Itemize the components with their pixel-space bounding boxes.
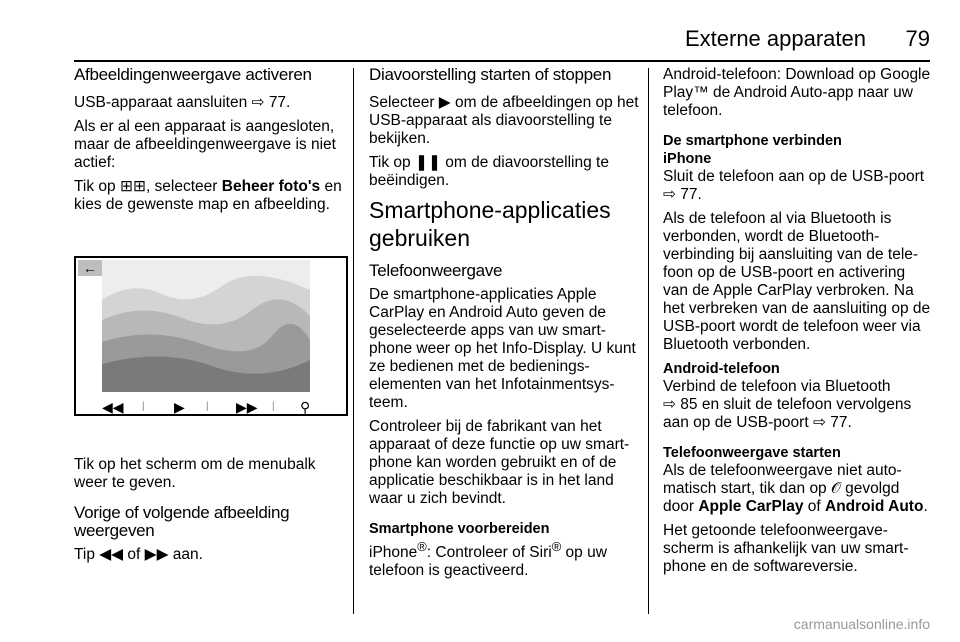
paragraph: Sluit de telefoon aan op de USB-poort ⇨ 77. bbox=[663, 168, 925, 203]
paragraph: Controleer bij de fabrikant van het apparaat of deze functie op uw smart-phone kan worden gebruikt en of de applicatie beschikbaar is in het land waar u zich bevindt. bbox=[369, 418, 630, 507]
pause-icon: ❚❚ bbox=[414, 154, 441, 171]
display-illustration bbox=[74, 256, 348, 416]
label-android: Android-telefoon bbox=[663, 361, 780, 377]
paragraph: Tik op het scherm om de menubalk weer te geven. bbox=[74, 456, 316, 491]
header-title: Externe apparaten bbox=[684, 26, 866, 51]
label-iphone: iPhone bbox=[663, 151, 712, 167]
watermark: carmanualsonline.info bbox=[793, 616, 930, 632]
column-3 bbox=[663, 66, 933, 582]
rewind-icon: ◀◀ bbox=[99, 546, 124, 563]
mountain-photo bbox=[102, 260, 310, 392]
forward-icon: ▶▶ bbox=[144, 546, 169, 563]
page-ref-icon: ⇨ bbox=[663, 396, 681, 413]
label-prepare: Smartphone voorbereiden bbox=[369, 521, 550, 537]
page-ref-icon: ⇨ bbox=[812, 414, 831, 431]
paragraph: Verbind de telefoon via Bluetooth ⇨ 85 en sluit de telefoon vervolgens aan op de USB-poort ⇨ 77. bbox=[663, 378, 912, 431]
rewind-icon: ◀◀ bbox=[102, 399, 124, 415]
menu-bar: ◀◀ | ▶ | ▶▶ | ⚲ bbox=[102, 399, 311, 415]
heading-activate: Afbeeldingenweergave activeren bbox=[74, 65, 312, 84]
section-title: Smartphone-applicaties gebruiken bbox=[369, 197, 611, 251]
zoom-icon: ⚲ bbox=[300, 399, 311, 415]
paragraph: Selecteer ▶ om de afbeeldingen op het USB-apparaat als diavoorstelling te bekijken. bbox=[369, 94, 639, 147]
menu-grid-icon: ⊞⊞ bbox=[119, 178, 146, 195]
page-number: 79 bbox=[905, 26, 930, 51]
page-ref-icon: ⇨ bbox=[663, 186, 681, 203]
paragraph: Tip ◀◀ of ▶▶ aan. bbox=[74, 546, 203, 563]
paragraph: Android-telefoon: Download op Google Play™ de Android Auto-app naar uw telefoon. bbox=[663, 66, 931, 119]
back-arrow-icon: ← bbox=[78, 260, 102, 276]
column-1 bbox=[74, 66, 346, 570]
phone-projection-icon: 𝒪 bbox=[831, 480, 841, 497]
paragraph: Als de telefoon al via Bluetooth is verbonden, wordt de Bluetooth-verbinding bij aansluiting van de tele-foon op de USB-poort en activering van de Apple CarPlay verbroken. Na het verbreken van de aansluiting op de USB-poort wordt de telefoon weer via Bluetooth verbonden. bbox=[663, 210, 931, 353]
paragraph: De smartphone-applicaties Apple CarPlay en Android Auto geven de geselecteerde apps van uw smart-phone weer op het Info-Display. U kunt ze bedienen met de bedienings-elementen van het Infotainmentsys-teem. bbox=[369, 286, 636, 411]
play-icon: ▶ bbox=[438, 94, 451, 111]
page-ref-icon: ⇨ bbox=[251, 94, 269, 111]
heading-slideshow: Diavoorstelling starten of stoppen bbox=[369, 65, 612, 84]
forward-icon: ▶▶ bbox=[236, 399, 258, 415]
paragraph: Tik op ⊞⊞, selecteer Beheer foto's en kies de gewenste map en afbeelding. bbox=[74, 178, 342, 213]
paragraph: Als de telefoonweergave niet auto-matisch start, tik dan op 𝒪 gevolgd door Apple CarPlay of Android Auto. bbox=[663, 462, 928, 515]
paragraph: USB-apparaat aansluiten ⇨ 77. bbox=[74, 94, 291, 111]
paragraph: iPhone®: Controleer of Siri® op uw telefoon is geactiveerd. bbox=[369, 539, 607, 580]
heading-prev-next: Vorige of volgende afbeelding weergeven bbox=[74, 503, 290, 540]
column-divider bbox=[353, 68, 354, 614]
column-divider bbox=[648, 68, 649, 614]
page-header bbox=[74, 26, 930, 62]
paragraph: Als er al een apparaat is aangesloten, maar de afbeeldingenweergave is niet actief: bbox=[74, 118, 336, 171]
label-start-phone: Telefoonweergave starten bbox=[663, 445, 841, 461]
play-icon: ▶ bbox=[174, 399, 185, 415]
paragraph: Het getoonde telefoonweergave-scherm is afhankelijk van uw smart-phone en de softwareversie. bbox=[663, 522, 909, 575]
paragraph: Tik op ❚❚ om de diavoorstelling te beëindigen. bbox=[369, 154, 609, 189]
subsection-title: Telefoonweergave bbox=[369, 261, 503, 280]
column-2 bbox=[369, 66, 641, 586]
label-connect: De smartphone verbinden bbox=[663, 133, 842, 149]
